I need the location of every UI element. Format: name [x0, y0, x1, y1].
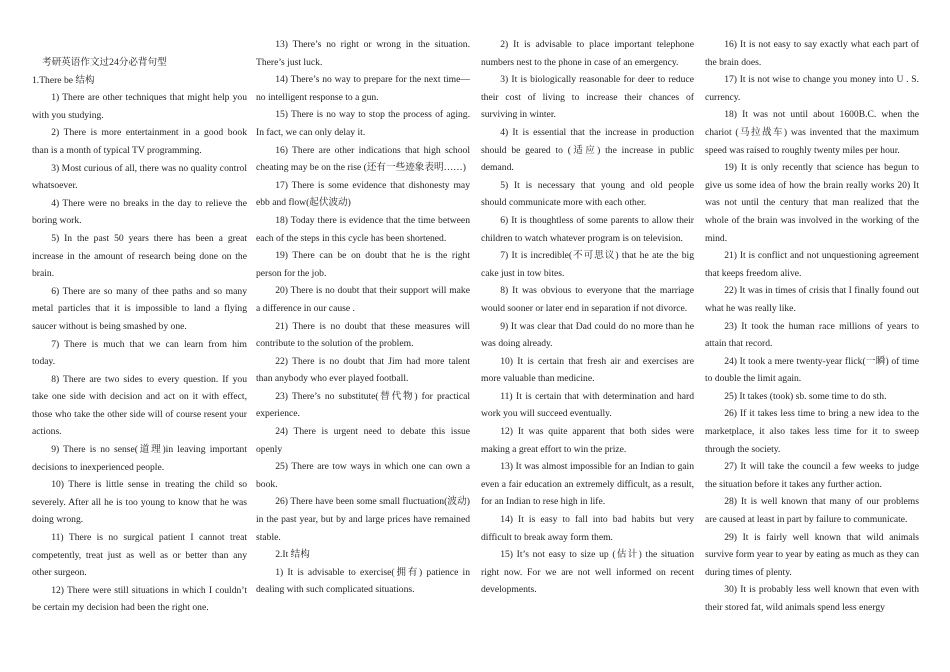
sentence-paragraph: 24) There is urgent need to debate this issue openly [256, 426, 470, 455]
sentence-paragraph: 18) It was not until about 1600B.C. when the chariot (马拉战车) was invented that the maximum speed was raised to roughly twenty miles per hour. [705, 109, 919, 156]
sentence-paragraph: 13) There’s no right or wrong in the situation. There’s just luck. [256, 39, 470, 68]
sentence-paragraph: 16) It is not easy to say exactly what each part of the brain does. [705, 39, 919, 68]
sentence-paragraph: 25) It takes (took) sb. some time to do sth. [724, 390, 887, 402]
sentence-paragraph: 10) There is little sense in treating the child so severely. After all he is too young to know that he was doing wrong. [32, 479, 247, 526]
text-column-3 [481, 36, 694, 599]
sentence-paragraph: 24) It took a mere twenty-year flick(一瞬) of time to double the limit again. [705, 355, 919, 385]
text-column-4 [705, 36, 919, 617]
sentence-paragraph: 6) There are so many of thee paths and so many metal particles that it is impossible to land a flying saucer without is being smashed by one. [32, 285, 247, 332]
text-column-2 [256, 36, 470, 599]
text-column-1 [32, 36, 247, 617]
sentence-paragraph: 15) It’s not easy to size up (估计) the situation right now. For we are not well informed on recent developments. [481, 549, 694, 596]
sentence-paragraph: 12) There were still situations in which I couldn’t be certain my decision had been the right one. [32, 584, 247, 614]
sentence-paragraph: 17) There is some evidence that dishonesty may ebb and flow(起伏波动) [256, 179, 470, 209]
sentence-paragraph: 4) There were no breaks in the day to relieve the boring work. [32, 197, 247, 227]
sentence-paragraph: 25) There are tow ways in which one can own a book. [256, 461, 470, 490]
sentence-paragraph: 4) It is essential that the increase in production should be geared to (适应) the increase in public demand. [481, 126, 694, 174]
sentence-paragraph: 23) There’s no substitute(替代物) for practical experience. [256, 390, 470, 420]
sentence-paragraph: 2.It 结构 [275, 549, 310, 561]
sentence-paragraph: 27) It will take the council a few weeks to judge the situation before it takes any further action. [705, 461, 919, 490]
section-heading: 1.There be 结构 [32, 74, 95, 86]
sentence-paragraph: 22) It was in times of crisis that I finally found out what he was really like. [705, 285, 919, 314]
sentence-paragraph: 12) It was quite apparent that both sides were making a great effort to win the prize. [481, 426, 694, 455]
sentence-paragraph: 3) Most curious of all, there was no quality control whatsoever. [32, 162, 247, 192]
sentence-paragraph: 11) It is certain that with determination and hard work you will succeed eventually. [481, 390, 694, 420]
sentence-paragraph: 10) It is certain that fresh air and exercises are more valuable than medicine. [481, 355, 694, 385]
sentence-paragraph: 8) There are two sides to every question. If you take one side with decision and act on it with effect, those who take the other side will of course resent your actions. [32, 373, 247, 438]
sentence-paragraph: 7) It is incredible(不可思议) that he ate the big cake just in tow bites. [481, 250, 694, 279]
sentence-paragraph: 19) There can be on doubt that he is the right person for the job. [256, 250, 470, 279]
sentence-paragraph: 2) There is more entertainment in a good book than is a month of typical TV programming. [32, 127, 247, 156]
sentence-paragraph: 29) It is fairly well known that wild animals survive form year to year by eating as much as they can during times of plenty. [705, 531, 919, 578]
sentence-paragraph: 8) It was obvious to everyone that the marriage would sooner or later end in separation if not divorce. [481, 285, 694, 314]
sentence-paragraph: 20) There is no doubt that their support will make a difference in our cause . [256, 285, 470, 314]
sentence-paragraph: 9) There is no sense(道理)in leaving important decisions to inexperienced people. [32, 444, 247, 473]
sentence-paragraph: 26) If it takes less time to bring a new idea to the marketplace, it also takes less time for it to sweep through the society. [705, 408, 919, 455]
sentence-paragraph: 2) It is advisable to place important telephone numbers nest to the phone in case of an emergency. [481, 39, 694, 68]
sentence-paragraph: 22) There is no doubt that Jim had more talent than anybody who ever played football. [256, 355, 470, 385]
sentence-paragraph: 23) It took the human race millions of years to attain that record. [705, 320, 919, 350]
sentence-paragraph: 11) There is no surgical patient I cannot treat competently, treat just as well as or better than any other surgeon. [32, 532, 247, 579]
sentence-paragraph: 26) There have been some small fluctuation(波动) in the past year, but by and large prices have remained stable. [256, 496, 470, 543]
sentence-paragraph: 17) It is not wise to change you money into U . S. currency. [705, 74, 919, 103]
sentence-paragraph: 16) There are other indications that high school cheating may be on the rise (还有一些迹象表明……) [256, 144, 470, 174]
sentence-paragraph: 6) It is thoughtless of some parents to allow their children to watch whatever program is on television. [481, 214, 694, 244]
sentence-paragraph: 28) It is well known that many of our problems are caused at least in part by failure to communicate. [705, 496, 919, 526]
sentence-paragraph: 1) It is advisable to exercise(拥有) patience in dealing with such complicated situations. [256, 566, 470, 596]
sentence-paragraph: 5) In the past 50 years there has been a great increase in the amount of research being done on the brain. [32, 232, 247, 280]
sentence-paragraph: 9) It was clear that Dad could do no more than he was doing already. [481, 320, 694, 350]
sentence-paragraph: 21) It is conflict and not unquestioning agreement that keeps freedom alive. [705, 250, 919, 279]
sentence-paragraph: 14) It is easy to fall into bad habits but very difficult to break away form them. [481, 514, 694, 543]
sentence-paragraph: 5) It is necessary that young and old people should communicate more with each other. [481, 179, 694, 209]
sentence-paragraph: 19) It is only recently that science has begun to give us some idea of how the brain really works 20) It was not until the century that man realized that the whole of the brain was involved in the working of the mind. [705, 162, 919, 244]
sentence-paragraph: 15) There is no way to stop the process of aging. In fact, we can only delay it. [256, 109, 470, 138]
document-title: 考研英语作文过24分必背句型 [42, 57, 167, 68]
sentence-paragraph: 7) There is much that we can learn from him today. [32, 338, 247, 368]
sentence-paragraph: 30) It is probably less well known that even with their stored fat, wild animals spend less energy [705, 584, 919, 613]
sentence-paragraph: 18) Today there is evidence that the time between each of the steps in this cycle has been shortened. [256, 214, 470, 244]
sentence-paragraph: 21) There is no doubt that these measures will contribute to the solution of the problem. [256, 320, 470, 350]
sentence-paragraph: 14) There’s no way to prepare for the next time—no intelligent response to a gun. [256, 74, 470, 103]
sentence-paragraph: 1) There are other techniques that might help you with you studying. [32, 92, 247, 121]
sentence-paragraph: 3) It is biologically reasonable for deer to reduce their cost of living to increase their chances of surviving in winter. [481, 74, 694, 121]
sentence-paragraph: 13) It was almost impossible for an Indian to gain even a fair education an extremely difficult, as a result, for an Indian to rese high in life. [481, 461, 694, 508]
